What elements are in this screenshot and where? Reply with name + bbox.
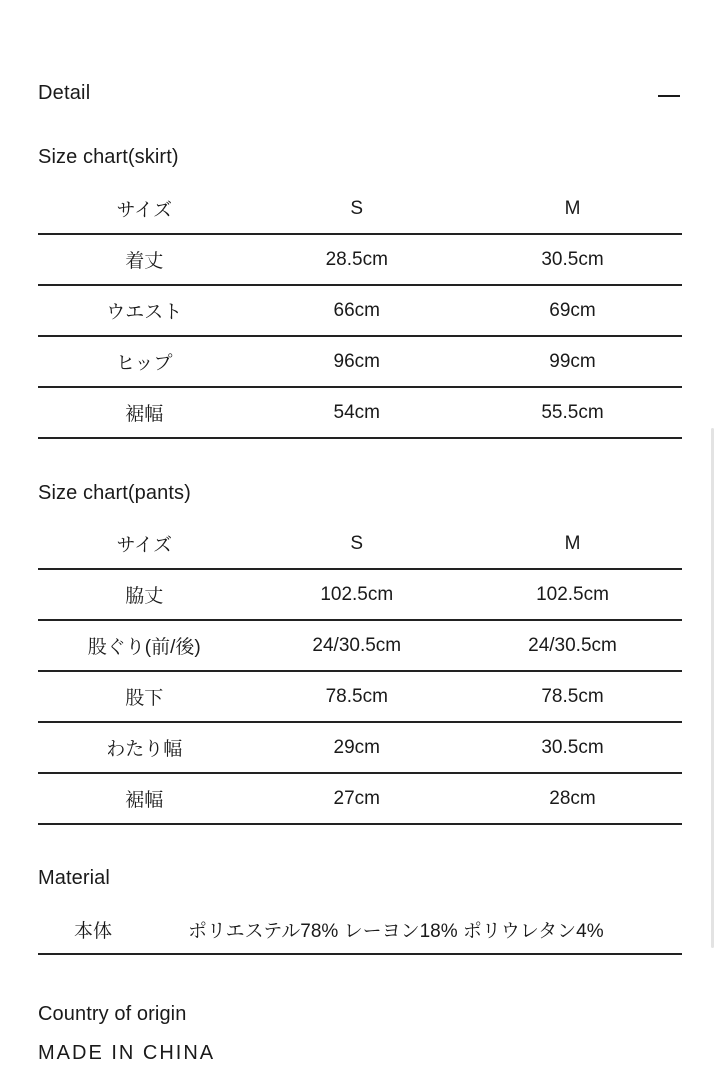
cell-m: 30.5cm — [541, 248, 604, 270]
table-row — [38, 387, 682, 438]
material-title: Material — [38, 867, 110, 889]
header-s: S — [350, 197, 364, 219]
row-label: 裾幅 — [125, 790, 164, 811]
row-label: わたり幅 — [106, 739, 183, 760]
material-value: ポリエステル78% レーヨン18% ポリウレタン4% — [188, 920, 604, 942]
header-size: サイズ — [116, 535, 172, 556]
cell-s: 28.5cm — [325, 248, 388, 270]
row-label: 着丈 — [125, 251, 164, 272]
cell-m: 102.5cm — [536, 583, 609, 605]
pants-size-table — [38, 519, 682, 825]
header-s: S — [350, 532, 364, 554]
table-row — [38, 569, 682, 620]
origin-title: Country of origin — [38, 1003, 187, 1025]
cell-s: 24/30.5cm — [312, 634, 402, 656]
row-label: ヒップ — [116, 353, 173, 374]
material-label: 本体 — [74, 920, 113, 942]
scrollbar[interactable] — [711, 428, 714, 948]
table-row — [38, 722, 682, 773]
skirt-size-chart-title: Size chart(skirt) — [38, 146, 179, 168]
header-m: M — [564, 532, 581, 554]
cell-m: 69cm — [549, 299, 596, 321]
cell-m: 55.5cm — [541, 401, 604, 423]
cell-s: 27cm — [333, 787, 380, 809]
table-row — [38, 285, 682, 336]
cell-m: 30.5cm — [541, 736, 604, 758]
table-row — [38, 671, 682, 722]
origin-value: MADE IN CHINA — [38, 1042, 216, 1064]
cell-m: 24/30.5cm — [528, 634, 617, 656]
row-label: ウエスト — [106, 302, 183, 323]
table-row — [38, 620, 682, 671]
table-header-row — [38, 519, 682, 569]
cell-m: 78.5cm — [541, 685, 604, 707]
row-label: 股下 — [125, 688, 164, 709]
row-label: 裾幅 — [125, 404, 164, 425]
header-size: サイズ — [116, 200, 172, 221]
detail-title: Detail — [38, 81, 91, 104]
cell-s: 54cm — [333, 401, 380, 423]
minus-icon[interactable] — [658, 95, 680, 97]
row-label: 脇丈 — [125, 586, 164, 607]
table-row — [38, 234, 682, 285]
table-row — [38, 336, 682, 387]
material-row — [38, 905, 682, 955]
header-m: M — [564, 197, 581, 219]
cell-s: 102.5cm — [320, 583, 394, 605]
pants-size-chart-title: Size chart(pants) — [38, 482, 191, 504]
cell-m: 99cm — [549, 350, 596, 372]
cell-s: 66cm — [333, 299, 380, 321]
cell-s: 78.5cm — [325, 685, 388, 707]
cell-s: 96cm — [333, 350, 380, 372]
row-label: 股ぐり(前/後) — [87, 637, 201, 658]
table-row — [38, 773, 682, 824]
cell-m: 28cm — [549, 787, 596, 809]
detail-accordion-header[interactable] — [38, 78, 680, 108]
cell-s: 29cm — [333, 736, 380, 758]
table-header-row — [38, 184, 682, 234]
skirt-size-table — [38, 184, 682, 439]
